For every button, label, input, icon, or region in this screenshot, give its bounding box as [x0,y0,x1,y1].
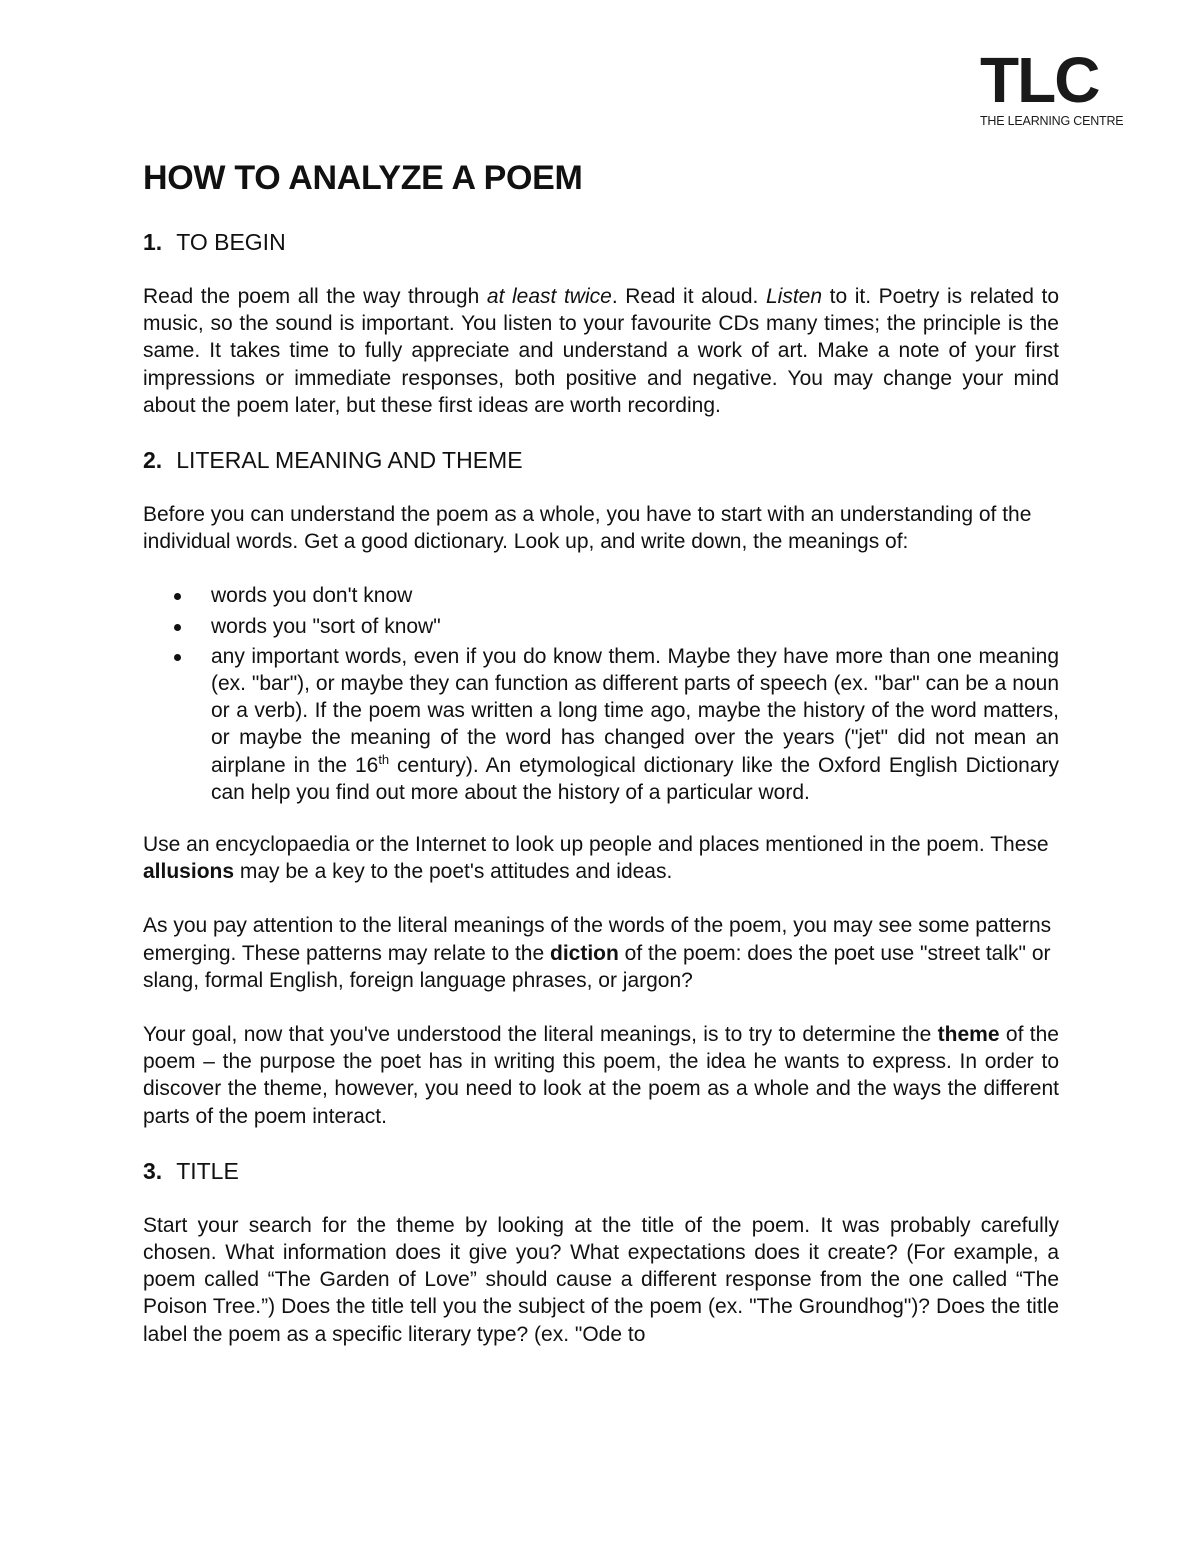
list-item-text: century). An etymological dictionary like the Oxford English Dictionary can help you find out more about the history of a particular word. [211,753,1059,804]
text-run: Read the poem all the way through [143,285,487,308]
emphasis-text: at least twice [486,285,612,308]
text-run: to it. Poetry is related to music, so the sound is important. You listen to your favourite CDs many times; the principle is the same. It takes time to fully appreciate and understand a work of art. Make a note of your first impressions or immediate responses, both positive and negative. You may change your mind about the poem later, but these first ideas are worth recording. [143,285,1060,417]
list-item-text: words you "sort of know" [211,614,441,638]
paragraph-to-begin [143,283,1059,419]
paragraph-theme [143,1021,1059,1130]
section-heading-1 [143,228,1059,256]
section-heading-2 [143,446,1059,474]
list-item [211,643,1059,806]
section-heading-text: TITLE [176,1157,239,1184]
text-run: of the poem: does the poet use "street talk" or slang, formal English, foreign language phrases, or jargon? [143,941,1051,992]
superscript: th [378,751,390,767]
section-heading-text: LITERAL MEANING AND THEME [176,447,523,474]
text-run: may be a key to the poet's attitudes and ideas. [234,860,673,884]
paragraph-title: Start your search for the theme by looking at the title of the poem. It was probably carefully chosen. What information does it give you? What expectations does it create? (For example, a poem called “The Garden of Love” should cause a different response from the one called “The Poison Tree.”) Does the title tell you the subject of the poem (ex. "The Groundhog")? Does the title label the poem as a specific literary type? (ex. "Ode to [143,1213,1059,1346]
list-item-text: words you don't know [211,584,413,608]
emphasis-text: Listen [765,285,823,308]
paragraph-diction [143,912,1059,994]
list-item [211,582,1059,609]
logo-subtitle: THE LEARNING CENTRE [980,114,1124,128]
bold-term: theme [937,1023,1000,1047]
tlc-logo [980,44,1132,128]
bold-term: diction [550,941,619,965]
bold-term: allusions [143,860,235,884]
text-run: Use an encyclopaedia or the Internet to look up people and places mentioned in the poem. These [143,833,1049,857]
bullet-icon [174,593,181,600]
text-run: Your goal, now that you've understood the literal meanings, is to try to determine the [143,1023,938,1047]
list-item-text: any important words, even if you do know them. Maybe they have more than one meaning (ex. "bar"), or maybe they can function as different parts of speech (ex. "bar" can be a noun or a verb). If the poem was written a long time ago, maybe the history of the word matters, or maybe the meaning of the word has changed over the years ("jet" did not mean an airplane in the 16 [211,644,1059,777]
bullet-icon [174,624,181,631]
bullet-icon [174,654,181,661]
section-heading-3 [143,1157,1059,1185]
paragraph-allusions [143,831,1059,885]
paragraph-literal-intro: Before you can understand the poem as a whole, you have to start with an understanding of the individual words. Get a good dictionary. Look up, and write down, the meanings of: [143,503,1032,554]
text-run: As you pay attention to the literal meanings of the words of the poem, you may see some patterns emerging. These patterns may relate to the [143,914,1052,965]
document-body [143,158,1059,1375]
bullet-list [143,582,1059,806]
section-heading-text: TO BEGIN [176,229,286,255]
text-run: of the poem – the purpose the poet has in writing this poem, the idea he wants to express. In order to discover the theme, however, you need to look at the poem as a whole and the ways the different parts of the poem interact. [143,1023,1059,1128]
list-item [211,613,1059,640]
logo-mark: TLC [980,44,1099,116]
text-run: . Read it aloud. [611,285,766,308]
section-number: 2. [143,447,163,474]
section-number: 1. [143,229,163,255]
section-number: 3. [143,1157,163,1184]
page-title: HOW TO ANALYZE A POEM [143,159,583,197]
